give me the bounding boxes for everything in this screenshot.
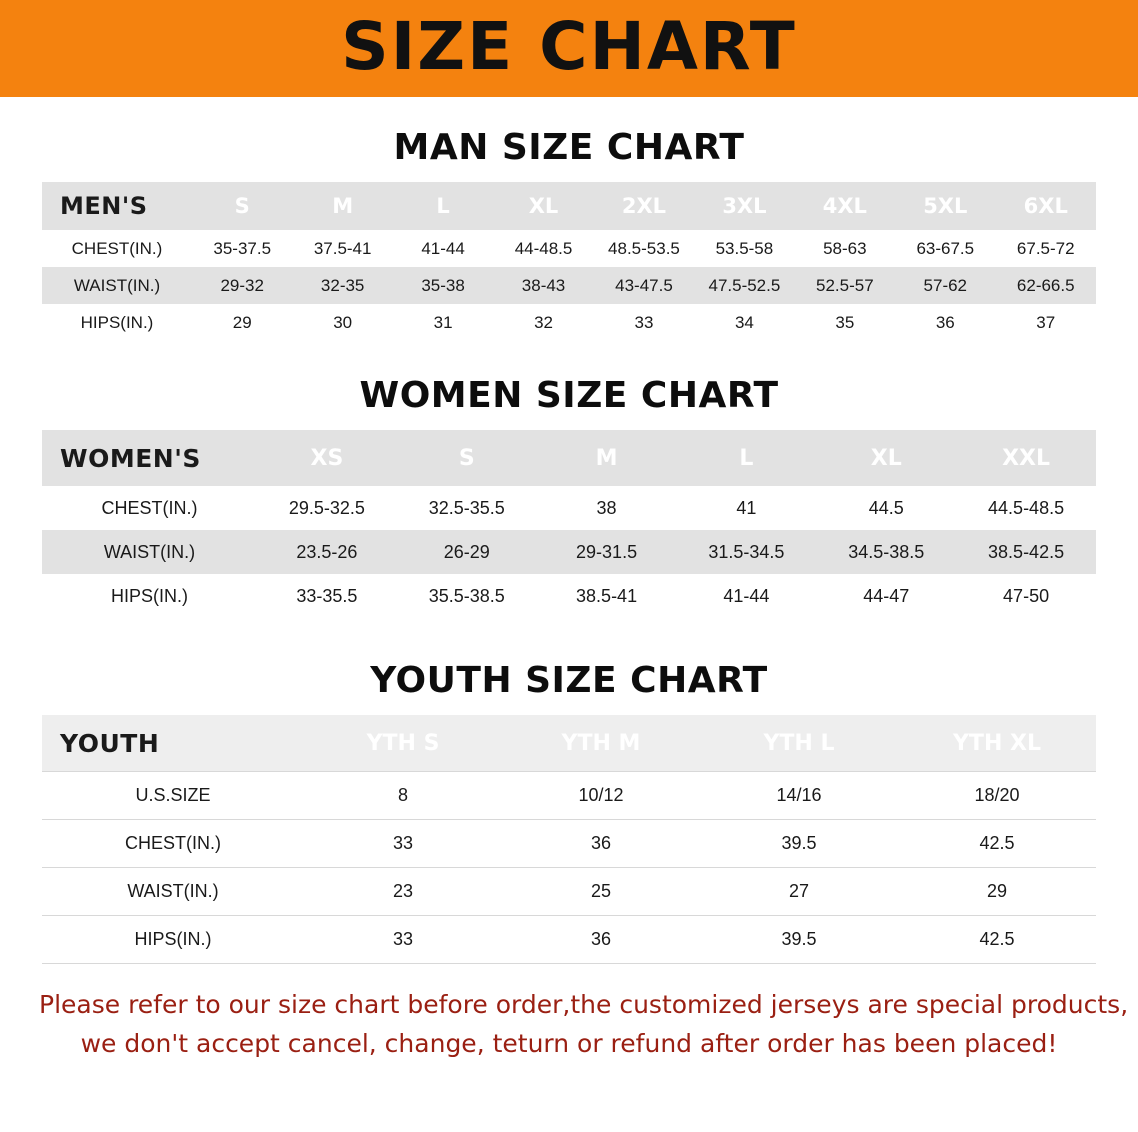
youth-cell: 23 xyxy=(304,868,502,916)
men-size-header: 6XL xyxy=(996,182,1097,230)
man-size-table xyxy=(42,182,1096,341)
men-cell: 67.5-72 xyxy=(996,230,1097,267)
men-size-header: L xyxy=(393,182,493,230)
page-banner xyxy=(0,0,1138,97)
men-row-label: HIPS(IN.) xyxy=(42,304,192,341)
youth-size-header: YTH XL xyxy=(898,715,1096,772)
youth-cell: 39.5 xyxy=(700,820,898,868)
table-row xyxy=(42,230,1096,267)
men-size-header: 4XL xyxy=(795,182,895,230)
youth-section-title: YOUTH SIZE CHART xyxy=(370,660,768,701)
men-size-header: M xyxy=(292,182,392,230)
men-size-header: S xyxy=(192,182,292,230)
youth-row-label: CHEST(IN.) xyxy=(42,820,304,868)
youth-cell: 42.5 xyxy=(898,820,1096,868)
women-row-label: CHEST(IN.) xyxy=(42,486,257,530)
women-cell: 41 xyxy=(676,486,816,530)
table-row xyxy=(42,868,1096,916)
youth-cell: 18/20 xyxy=(898,772,1096,820)
women-cell: 35.5-38.5 xyxy=(397,574,537,618)
men-row-label: CHEST(IN.) xyxy=(42,230,192,267)
note-line-2: we don't accept cancel, change, teturn or refund after order has been placed! xyxy=(80,1028,1058,1058)
table-row xyxy=(42,486,1096,530)
women-cell: 44-47 xyxy=(816,574,956,618)
women-cell: 32.5-35.5 xyxy=(397,486,537,530)
men-cell: 41-44 xyxy=(393,230,493,267)
note-line-1: Please refer to our size chart before order,the customized jerseys are special products, xyxy=(39,990,1129,1019)
men-header-label: MEN'S xyxy=(42,182,192,230)
women-cell: 38.5-41 xyxy=(537,574,677,618)
men-cell: 58-63 xyxy=(795,230,895,267)
women-table-wrap xyxy=(42,430,1096,618)
women-size-header: XL xyxy=(816,430,956,486)
men-cell: 44-48.5 xyxy=(493,230,593,267)
youth-cell: 14/16 xyxy=(700,772,898,820)
women-size-header: L xyxy=(676,430,816,486)
table-row xyxy=(42,267,1096,304)
men-size-header: 3XL xyxy=(694,182,794,230)
women-table-header-row xyxy=(42,430,1096,486)
youth-table-wrap xyxy=(42,715,1096,964)
men-cell: 34 xyxy=(694,304,794,341)
youth-cell: 33 xyxy=(304,820,502,868)
women-cell: 44.5 xyxy=(816,486,956,530)
men-table-header-row xyxy=(42,182,1096,230)
youth-cell: 27 xyxy=(700,868,898,916)
men-cell: 35-37.5 xyxy=(192,230,292,267)
men-cell: 30 xyxy=(292,304,392,341)
youth-row-label: WAIST(IN.) xyxy=(42,868,304,916)
youth-size-header: YTH S xyxy=(304,715,502,772)
women-cell: 38.5-42.5 xyxy=(956,530,1096,574)
women-cell: 31.5-34.5 xyxy=(676,530,816,574)
men-cell: 63-67.5 xyxy=(895,230,995,267)
women-cell: 41-44 xyxy=(676,574,816,618)
youth-row-label: HIPS(IN.) xyxy=(42,916,304,964)
women-size-table xyxy=(42,430,1096,618)
men-cell: 37.5-41 xyxy=(292,230,392,267)
page-title: SIZE CHART xyxy=(341,7,797,85)
youth-cell: 25 xyxy=(502,868,700,916)
women-row-label: WAIST(IN.) xyxy=(42,530,257,574)
men-cell: 38-43 xyxy=(493,267,593,304)
men-cell: 36 xyxy=(895,304,995,341)
women-cell: 23.5-26 xyxy=(257,530,397,574)
youth-cell: 33 xyxy=(304,916,502,964)
youth-table-header-row xyxy=(42,715,1096,772)
men-cell: 35 xyxy=(795,304,895,341)
men-row-label: WAIST(IN.) xyxy=(42,267,192,304)
men-cell: 37 xyxy=(996,304,1097,341)
women-row-label: HIPS(IN.) xyxy=(42,574,257,618)
women-cell: 34.5-38.5 xyxy=(816,530,956,574)
men-cell: 29-32 xyxy=(192,267,292,304)
youth-size-header: YTH L xyxy=(700,715,898,772)
women-cell: 47-50 xyxy=(956,574,1096,618)
youth-cell: 10/12 xyxy=(502,772,700,820)
youth-size-header: YTH M xyxy=(502,715,700,772)
women-section-title: WOMEN SIZE CHART xyxy=(359,375,779,416)
youth-row-label: U.S.SIZE xyxy=(42,772,304,820)
women-size-header: M xyxy=(537,430,677,486)
youth-cell: 29 xyxy=(898,868,1096,916)
men-cell: 33 xyxy=(594,304,694,341)
youth-cell: 42.5 xyxy=(898,916,1096,964)
women-cell: 29.5-32.5 xyxy=(257,486,397,530)
youth-size-table xyxy=(42,715,1096,964)
table-row xyxy=(42,772,1096,820)
men-cell: 53.5-58 xyxy=(694,230,794,267)
women-cell: 38 xyxy=(537,486,677,530)
table-row xyxy=(42,574,1096,618)
men-cell: 48.5-53.5 xyxy=(594,230,694,267)
men-size-header: 5XL xyxy=(895,182,995,230)
men-size-header: 2XL xyxy=(594,182,694,230)
men-cell: 47.5-52.5 xyxy=(694,267,794,304)
youth-cell: 8 xyxy=(304,772,502,820)
women-header-label: WOMEN'S xyxy=(42,430,257,486)
women-size-header: XS xyxy=(257,430,397,486)
men-cell: 52.5-57 xyxy=(795,267,895,304)
women-cell: 33-35.5 xyxy=(257,574,397,618)
men-cell: 32 xyxy=(493,304,593,341)
man-table-wrap xyxy=(42,182,1096,341)
youth-header-label: YOUTH xyxy=(42,715,304,772)
men-cell: 57-62 xyxy=(895,267,995,304)
youth-cell: 36 xyxy=(502,916,700,964)
men-size-header: XL xyxy=(493,182,593,230)
men-cell: 62-66.5 xyxy=(996,267,1097,304)
women-size-header: XXL xyxy=(956,430,1096,486)
table-row xyxy=(42,820,1096,868)
women-cell: 26-29 xyxy=(397,530,537,574)
table-row xyxy=(42,530,1096,574)
men-cell: 31 xyxy=(393,304,493,341)
women-cell: 29-31.5 xyxy=(537,530,677,574)
men-cell: 32-35 xyxy=(292,267,392,304)
man-section-title: MAN SIZE CHART xyxy=(393,127,745,168)
men-cell: 43-47.5 xyxy=(594,267,694,304)
youth-cell: 39.5 xyxy=(700,916,898,964)
youth-cell: 36 xyxy=(502,820,700,868)
men-cell: 35-38 xyxy=(393,267,493,304)
men-cell: 29 xyxy=(192,304,292,341)
women-size-header: S xyxy=(397,430,537,486)
table-row xyxy=(42,916,1096,964)
women-cell: 44.5-48.5 xyxy=(956,486,1096,530)
order-policy-note xyxy=(39,986,1129,1064)
table-row xyxy=(42,304,1096,341)
